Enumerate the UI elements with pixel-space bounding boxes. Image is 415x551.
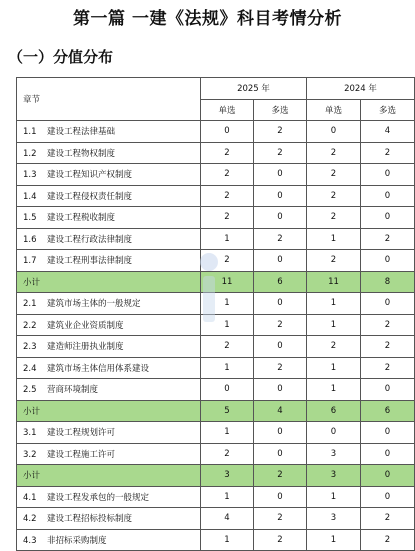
score-cell: 2: [307, 336, 361, 358]
score-cell: 0: [254, 336, 307, 358]
score-cell: 6: [254, 271, 307, 293]
score-cell: 4: [201, 508, 254, 530]
score-cell: 0: [254, 185, 307, 207]
score-cell: 2: [254, 142, 307, 164]
chapter-cell: [17, 250, 201, 272]
score-cell: 0: [201, 121, 254, 143]
chapter-cell: [17, 336, 201, 358]
score-cell: 2: [361, 228, 415, 250]
chapter-cell: [17, 314, 201, 336]
chapter-cell: [17, 142, 201, 164]
score-cell: 2: [361, 142, 415, 164]
score-cell: 2: [307, 250, 361, 272]
score-cell: 1: [307, 529, 361, 551]
table-row: [17, 357, 415, 379]
score-cell: 1: [201, 486, 254, 508]
score-cell: 0: [361, 379, 415, 401]
chapter-name: 建筑市场主体的一般规定: [47, 299, 141, 310]
score-cell: 2: [254, 465, 307, 487]
score-cell: 0: [361, 250, 415, 272]
single-choice-header: 单选: [307, 99, 361, 121]
chapter-name: 建设工程刑事法律制度: [47, 256, 133, 267]
chapter-cell: [17, 293, 201, 315]
chapter-cell: [17, 400, 201, 422]
chapter-code: 2.2: [23, 320, 37, 331]
chapter-cell: [17, 121, 201, 143]
chapter-code: 3.2: [23, 449, 37, 460]
chapter-name: 非招标采购制度: [47, 535, 107, 546]
chapter-name: 建设工程物权制度: [47, 148, 116, 159]
score-cell: 1: [201, 293, 254, 315]
score-cell: 0: [361, 422, 415, 444]
chapter-name: 建设工程税收制度: [47, 213, 116, 224]
score-cell: 0: [361, 207, 415, 229]
chapter-name: 营商环境制度: [47, 385, 99, 396]
score-cell: 0: [254, 379, 307, 401]
table-row: [17, 508, 415, 530]
chapter-name: 建设工程法律基础: [47, 127, 116, 138]
chapter-name: 建设工程施工许可: [47, 449, 116, 460]
chapter-cell: [17, 271, 201, 293]
chapter-cell: [17, 486, 201, 508]
score-cell: 3: [307, 443, 361, 465]
table-row: [17, 529, 415, 551]
score-cell: 11: [307, 271, 361, 293]
score-cell: 1: [201, 314, 254, 336]
chapter-code: 4.2: [23, 514, 37, 525]
score-cell: 2: [254, 121, 307, 143]
score-cell: 6: [307, 400, 361, 422]
chapter-cell: [17, 422, 201, 444]
score-cell: 4: [361, 121, 415, 143]
score-cell: 1: [307, 357, 361, 379]
chapter-cell: [17, 357, 201, 379]
table-row: [17, 121, 415, 143]
chapter-code: 1.5: [23, 213, 37, 224]
score-cell: 0: [254, 443, 307, 465]
table-row: [17, 207, 415, 229]
multi-choice-header: 多选: [361, 99, 415, 121]
chapter-code: 2.1: [23, 299, 37, 310]
score-cell: 0: [254, 250, 307, 272]
score-cell: 1: [307, 293, 361, 315]
table-row: [17, 142, 415, 164]
table-body: [17, 121, 415, 551]
score-cell: 2: [361, 357, 415, 379]
chapter-cell: [17, 465, 201, 487]
chapter-code: 1.3: [23, 170, 37, 181]
score-cell: 1: [201, 228, 254, 250]
score-cell: 0: [254, 486, 307, 508]
chapter-code: 3.1: [23, 428, 37, 439]
table-row: [17, 293, 415, 315]
score-cell: 5: [201, 400, 254, 422]
score-cell: 0: [361, 486, 415, 508]
score-cell: 2: [254, 529, 307, 551]
subtotal-row: [17, 400, 415, 422]
score-cell: 2: [201, 336, 254, 358]
chapter-code: 2.4: [23, 363, 37, 374]
score-cell: 3: [201, 465, 254, 487]
chapter-name: 建造师注册执业制度: [47, 342, 124, 353]
chapter-cell: [17, 164, 201, 186]
chapter-name: 建设工程知识产权制度: [47, 170, 133, 181]
score-cell: 0: [361, 293, 415, 315]
chapter-cell: [17, 207, 201, 229]
score-cell: 0: [361, 465, 415, 487]
score-cell: 2: [307, 185, 361, 207]
chapter-cell: [17, 508, 201, 530]
score-cell: 0: [254, 164, 307, 186]
table-row: [17, 314, 415, 336]
chapter-code: 1.6: [23, 234, 37, 245]
score-cell: 0: [254, 422, 307, 444]
chapter-name: 小计: [23, 277, 41, 288]
score-cell: 2: [307, 142, 361, 164]
score-cell: 1: [307, 314, 361, 336]
score-cell: 0: [361, 185, 415, 207]
chapter-code: 2.3: [23, 342, 37, 353]
chapter-code: 1.2: [23, 148, 37, 159]
score-cell: 0: [361, 164, 415, 186]
score-cell: 4: [254, 400, 307, 422]
chapter-code: 1.7: [23, 256, 37, 267]
score-cell: 2: [201, 250, 254, 272]
score-cell: 2: [307, 164, 361, 186]
table-row: [17, 185, 415, 207]
chapter-cell: [17, 443, 201, 465]
chapter-code: 2.5: [23, 385, 37, 396]
score-cell: 2: [361, 529, 415, 551]
chapter-cell: [17, 185, 201, 207]
section-title: （一）分值分布: [8, 48, 114, 66]
score-cell: 2: [307, 207, 361, 229]
chapter-name: 建设工程行政法律制度: [47, 234, 133, 245]
score-cell: 0: [201, 379, 254, 401]
table-row: [17, 443, 415, 465]
subtotal-row: [17, 271, 415, 293]
subtotal-row: [17, 465, 415, 487]
chapter-name: 建筑市场主体信用体系建设: [47, 363, 150, 374]
score-cell: 2: [201, 443, 254, 465]
chapter-name: 建设工程发承包的一般规定: [47, 492, 150, 503]
score-cell: 2: [254, 228, 307, 250]
score-cell: 1: [307, 486, 361, 508]
score-cell: 3: [307, 508, 361, 530]
score-cell: 2: [361, 508, 415, 530]
chapter-name: 小计: [23, 471, 41, 482]
chapter-cell: [17, 228, 201, 250]
table-row: [17, 486, 415, 508]
chapter-name: 建筑业企业资质制度: [47, 320, 124, 331]
multi-choice-header: 多选: [254, 99, 307, 121]
score-cell: 0: [361, 443, 415, 465]
chapter-cell: [17, 529, 201, 551]
document-title: 第一篇 一建《法规》科目考情分析: [73, 9, 342, 29]
chapter-code: 1.4: [23, 191, 37, 202]
year-header-2024: 2024 年: [307, 78, 415, 100]
chapter-name: 建设工程规划许可: [47, 428, 116, 439]
chapter-name: 小计: [23, 406, 41, 417]
table-row: [17, 164, 415, 186]
table-row: [17, 422, 415, 444]
score-cell: 2: [254, 314, 307, 336]
score-cell: 1: [201, 422, 254, 444]
table-row: [17, 336, 415, 358]
score-cell: 0: [307, 422, 361, 444]
score-cell: 1: [201, 529, 254, 551]
score-cell: 1: [307, 379, 361, 401]
score-cell: 2: [201, 142, 254, 164]
score-cell: 2: [254, 508, 307, 530]
score-cell: 2: [361, 314, 415, 336]
score-cell: 8: [361, 271, 415, 293]
chapter-cell: [17, 379, 201, 401]
chapter-name: 建设工程侵权责任制度: [47, 191, 133, 202]
chapter-header: 章节: [17, 78, 201, 121]
table-row: [17, 250, 415, 272]
score-cell: 6: [361, 400, 415, 422]
year-header-row: [17, 78, 415, 100]
score-cell: 2: [254, 357, 307, 379]
score-cell: 0: [307, 121, 361, 143]
chapter-name: 建设工程招标投标制度: [47, 514, 133, 525]
score-cell: 2: [361, 336, 415, 358]
chapter-code: 4.1: [23, 492, 37, 503]
chapter-code: 4.3: [23, 535, 37, 546]
score-cell: 0: [254, 207, 307, 229]
score-cell: 1: [307, 228, 361, 250]
score-cell: 1: [201, 357, 254, 379]
score-cell: 11: [201, 271, 254, 293]
single-choice-header: 单选: [201, 99, 254, 121]
chapter-code: 1.1: [23, 127, 37, 138]
score-distribution-table: [16, 77, 415, 551]
score-cell: 2: [201, 185, 254, 207]
score-cell: 3: [307, 465, 361, 487]
score-cell: 0: [254, 293, 307, 315]
table-row: [17, 228, 415, 250]
year-header-2025: 2025 年: [201, 78, 307, 100]
score-cell: 2: [201, 164, 254, 186]
table-row: [17, 379, 415, 401]
score-cell: 2: [201, 207, 254, 229]
